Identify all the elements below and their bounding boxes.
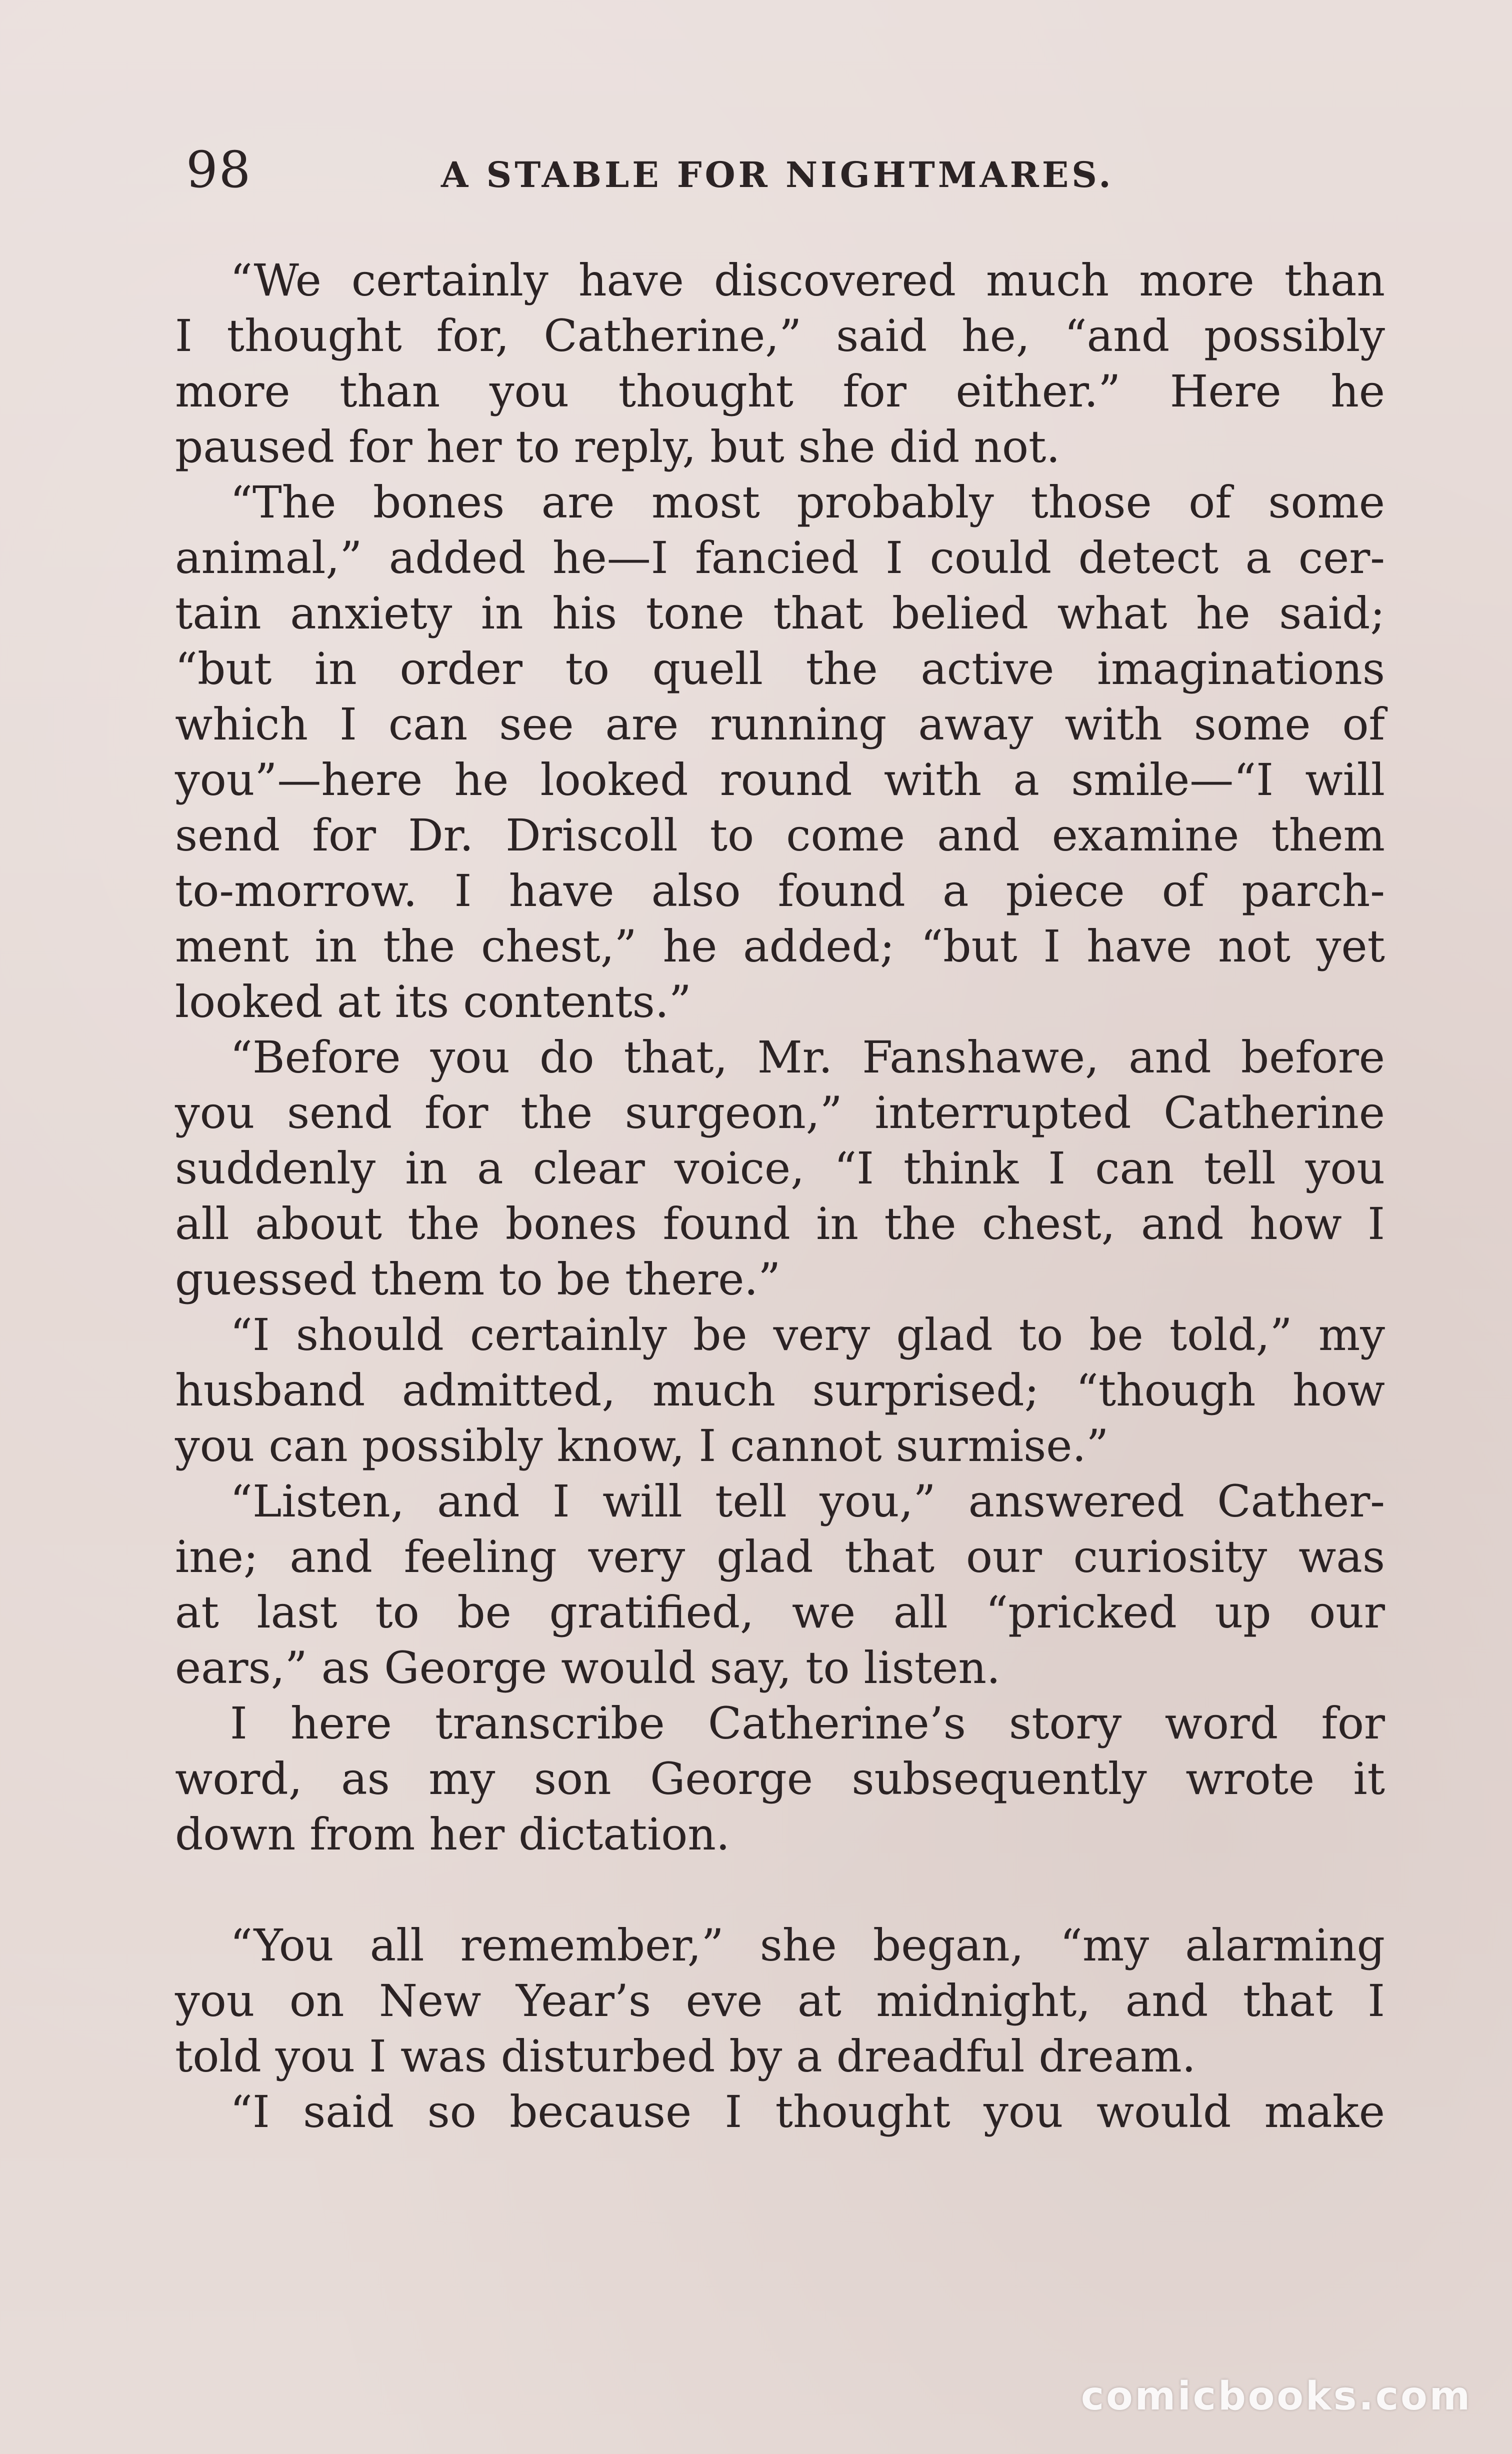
text-line: all about the bones found in the chest, and how I — [175, 1198, 1385, 1250]
text-line: “Listen, and I will tell you,” answered Cather- — [230, 1476, 1385, 1527]
text-line: husband admitted, much surprised; “though how — [175, 1364, 1385, 1416]
text-line: ears,” as George would say, to listen. — [175, 1642, 1000, 1694]
text-line: to-morrow. I have also found a piece of parch- — [175, 865, 1385, 916]
text-line: paused for her to reply, but she did not. — [175, 421, 1060, 472]
text-line: guessed them to be there.” — [175, 1254, 781, 1305]
running-title: A STABLE FOR NIGHTMARES. — [441, 154, 1114, 196]
text-line: looked at its contents.” — [175, 976, 692, 1028]
text-line: tain anxiety in his tone that belied what he said; — [175, 588, 1385, 639]
text-line: ine; and feeling very glad that our curiosity was — [175, 1531, 1385, 1582]
text-line: “You all remember,” she began, “my alarming — [230, 1920, 1385, 1971]
text-line: more than you thought for either.” Here he — [175, 366, 1385, 417]
body-text — [175, 252, 1385, 2140]
text-line: you send for the surgeon,” interrupted Catherine — [175, 1087, 1385, 1138]
text-line: at last to be gratified, we all “pricked up our — [175, 1586, 1385, 1638]
text-line: “The bones are most probably those of some — [230, 476, 1385, 528]
section-gap — [175, 1862, 1385, 1918]
text-line: word, as my son George subsequently wrote it — [175, 1753, 1385, 1804]
text-line: I thought for, Catherine,” said he, “and possibly — [175, 310, 1385, 362]
text-line: “but in order to quell the active imaginations — [175, 643, 1385, 694]
text-line: down from her dictation. — [175, 1808, 730, 1860]
text-line: “I said so because I thought you would make — [230, 2086, 1385, 2138]
text-line: I here transcribe Catherine’s story word for — [230, 1698, 1385, 1749]
text-line: told you I was disturbed by a dreadful dream. — [175, 2030, 1196, 2082]
page-number: 98 — [186, 140, 252, 199]
text-line: ment in the chest,” he added; “but I have not yet — [175, 920, 1385, 972]
text-line: you on New Year’s eve at midnight, and that I — [175, 1975, 1385, 2026]
text-line: you can possibly know, I cannot surmise.” — [175, 1420, 1109, 1472]
text-line: suddenly in a clear voice, “I think I can tell you — [175, 1142, 1385, 1194]
text-line: “Before you do that, Mr. Fanshawe, and before — [230, 1032, 1385, 1083]
text-line: animal,” added he—I fancied I could detect a cer- — [175, 532, 1385, 584]
watermark: comicbooks.com — [1080, 2374, 1472, 2419]
text-line: “We certainly have discovered much more than — [230, 254, 1385, 306]
page-header — [186, 135, 1386, 205]
text-line: send for Dr. Driscoll to come and examine them — [175, 810, 1385, 861]
text-line: “I should certainly be very glad to be told,” my — [230, 1309, 1385, 1360]
text-line: you”—here he looked round with a smile—“I will — [175, 754, 1385, 806]
text-line: which I can see are running away with some of — [175, 698, 1385, 750]
